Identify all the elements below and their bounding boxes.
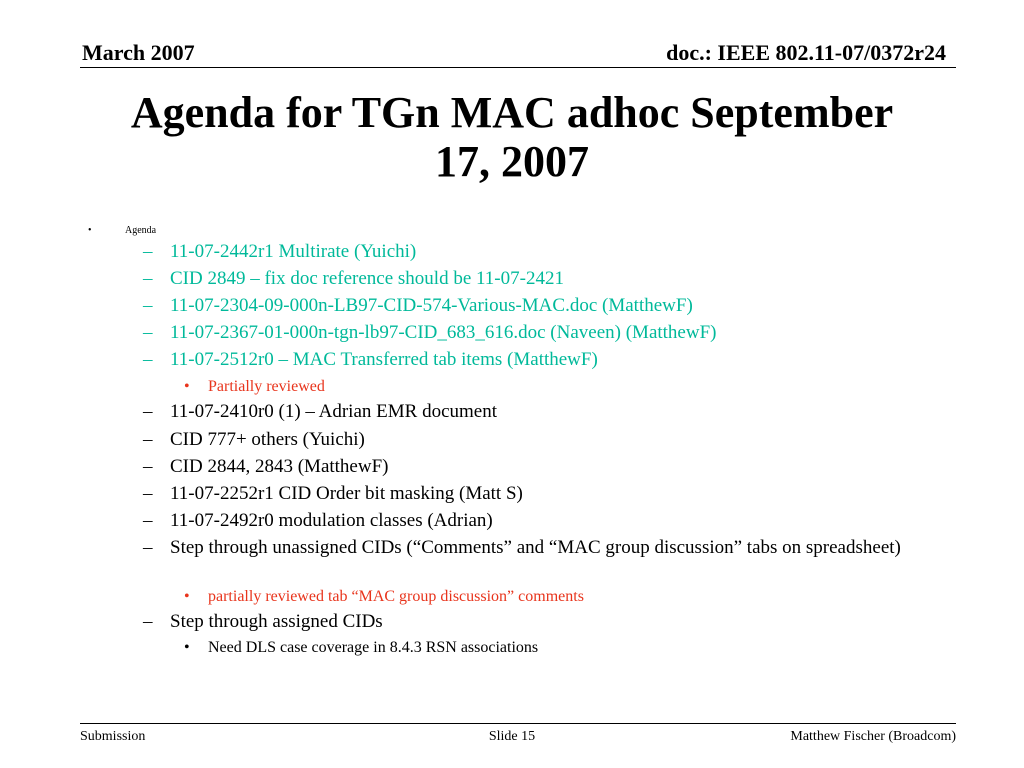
footer-divider [80,723,956,724]
agenda-subitem [184,587,954,607]
bullet-marker-icon: • [184,378,190,395]
agenda-item [143,429,958,451]
agenda-item [143,537,958,559]
agenda-item-text: 11-07-2492r0 modulation classes (Adrian) [170,510,493,531]
dash-marker-icon: – [143,349,153,370]
agenda-item [143,268,958,290]
slide-title-line-1: Agenda for TGn MAC adhoc September [130,88,894,137]
agenda-subitem-text: Need DLS case coverage in 8.4.3 RSN associations [208,639,539,656]
agenda-item [143,349,958,371]
header-date: March 2007 [82,40,195,65]
bullet-marker-icon: • [184,588,190,605]
footer-submission: Submission [80,729,146,744]
agenda-item [143,611,958,633]
dash-marker-icon: – [143,483,153,504]
agenda-item-text: Step through assigned CIDs [170,611,383,632]
agenda-item [143,322,958,344]
dash-marker-icon: – [143,429,153,450]
bullet-marker-icon: • [184,639,190,656]
agenda-bullet-icon: • [88,225,92,236]
agenda-item-text: CID 2844, 2843 (MatthewF) [170,456,389,477]
agenda-item-text: 11-07-2442r1 Multirate (Yuichi) [170,241,417,262]
dash-marker-icon: – [143,268,153,289]
agenda-item [143,510,958,532]
agenda-item [143,456,958,478]
agenda-item [143,483,958,505]
agenda-subitem [184,638,954,658]
agenda-item-text: 11-07-2512r0 – MAC Transferred tab items (MatthewF) [170,349,598,370]
agenda-item-text: CID 2849 – fix doc reference should be 11-07-2421 [170,268,564,289]
agenda-item-text: 11-07-2367-01-000n-tgn-lb97-CID_683_616.doc (Naveen) (MatthewF) [170,322,717,343]
slide-title [60,88,964,186]
agenda-label: Agenda [125,225,157,236]
footer-slide-number: Slide 15 [488,729,536,744]
agenda-item-text: Step through unassigned CIDs (“Comments” and “MAC group discussion” tabs on spreadsheet) [170,537,901,558]
dash-marker-icon: – [143,241,153,262]
dash-marker-icon: – [143,295,153,316]
agenda-item [143,401,958,423]
agenda-item [143,241,958,263]
agenda-subitem-text: Partially reviewed [208,378,325,395]
footer-author: Matthew Fischer (Broadcom) [790,729,956,744]
dash-marker-icon: – [143,322,153,343]
dash-marker-icon: – [143,611,153,632]
agenda-subitem-text: partially reviewed tab “MAC group discussion” comments [208,588,584,605]
dash-marker-icon: – [143,510,153,531]
header-doc-id: doc.: IEEE 802.11-07/0372r24 [666,40,946,65]
agenda-item [143,295,958,317]
agenda-subitem [184,377,954,397]
dash-marker-icon: – [143,456,153,477]
agenda-item-text: CID 777+ others (Yuichi) [170,429,365,450]
header-divider [80,67,956,68]
agenda-item-text: 11-07-2410r0 (1) – Adrian EMR document [170,401,497,422]
agenda-item-text: 11-07-2304-09-000n-LB97-CID-574-Various-MAC.doc (MatthewF) [170,295,693,316]
slide-title-line-2: 17, 2007 [435,137,589,186]
agenda-item-text: 11-07-2252r1 CID Order bit masking (Matt S) [170,483,523,504]
dash-marker-icon: – [143,537,153,558]
dash-marker-icon: – [143,401,153,422]
